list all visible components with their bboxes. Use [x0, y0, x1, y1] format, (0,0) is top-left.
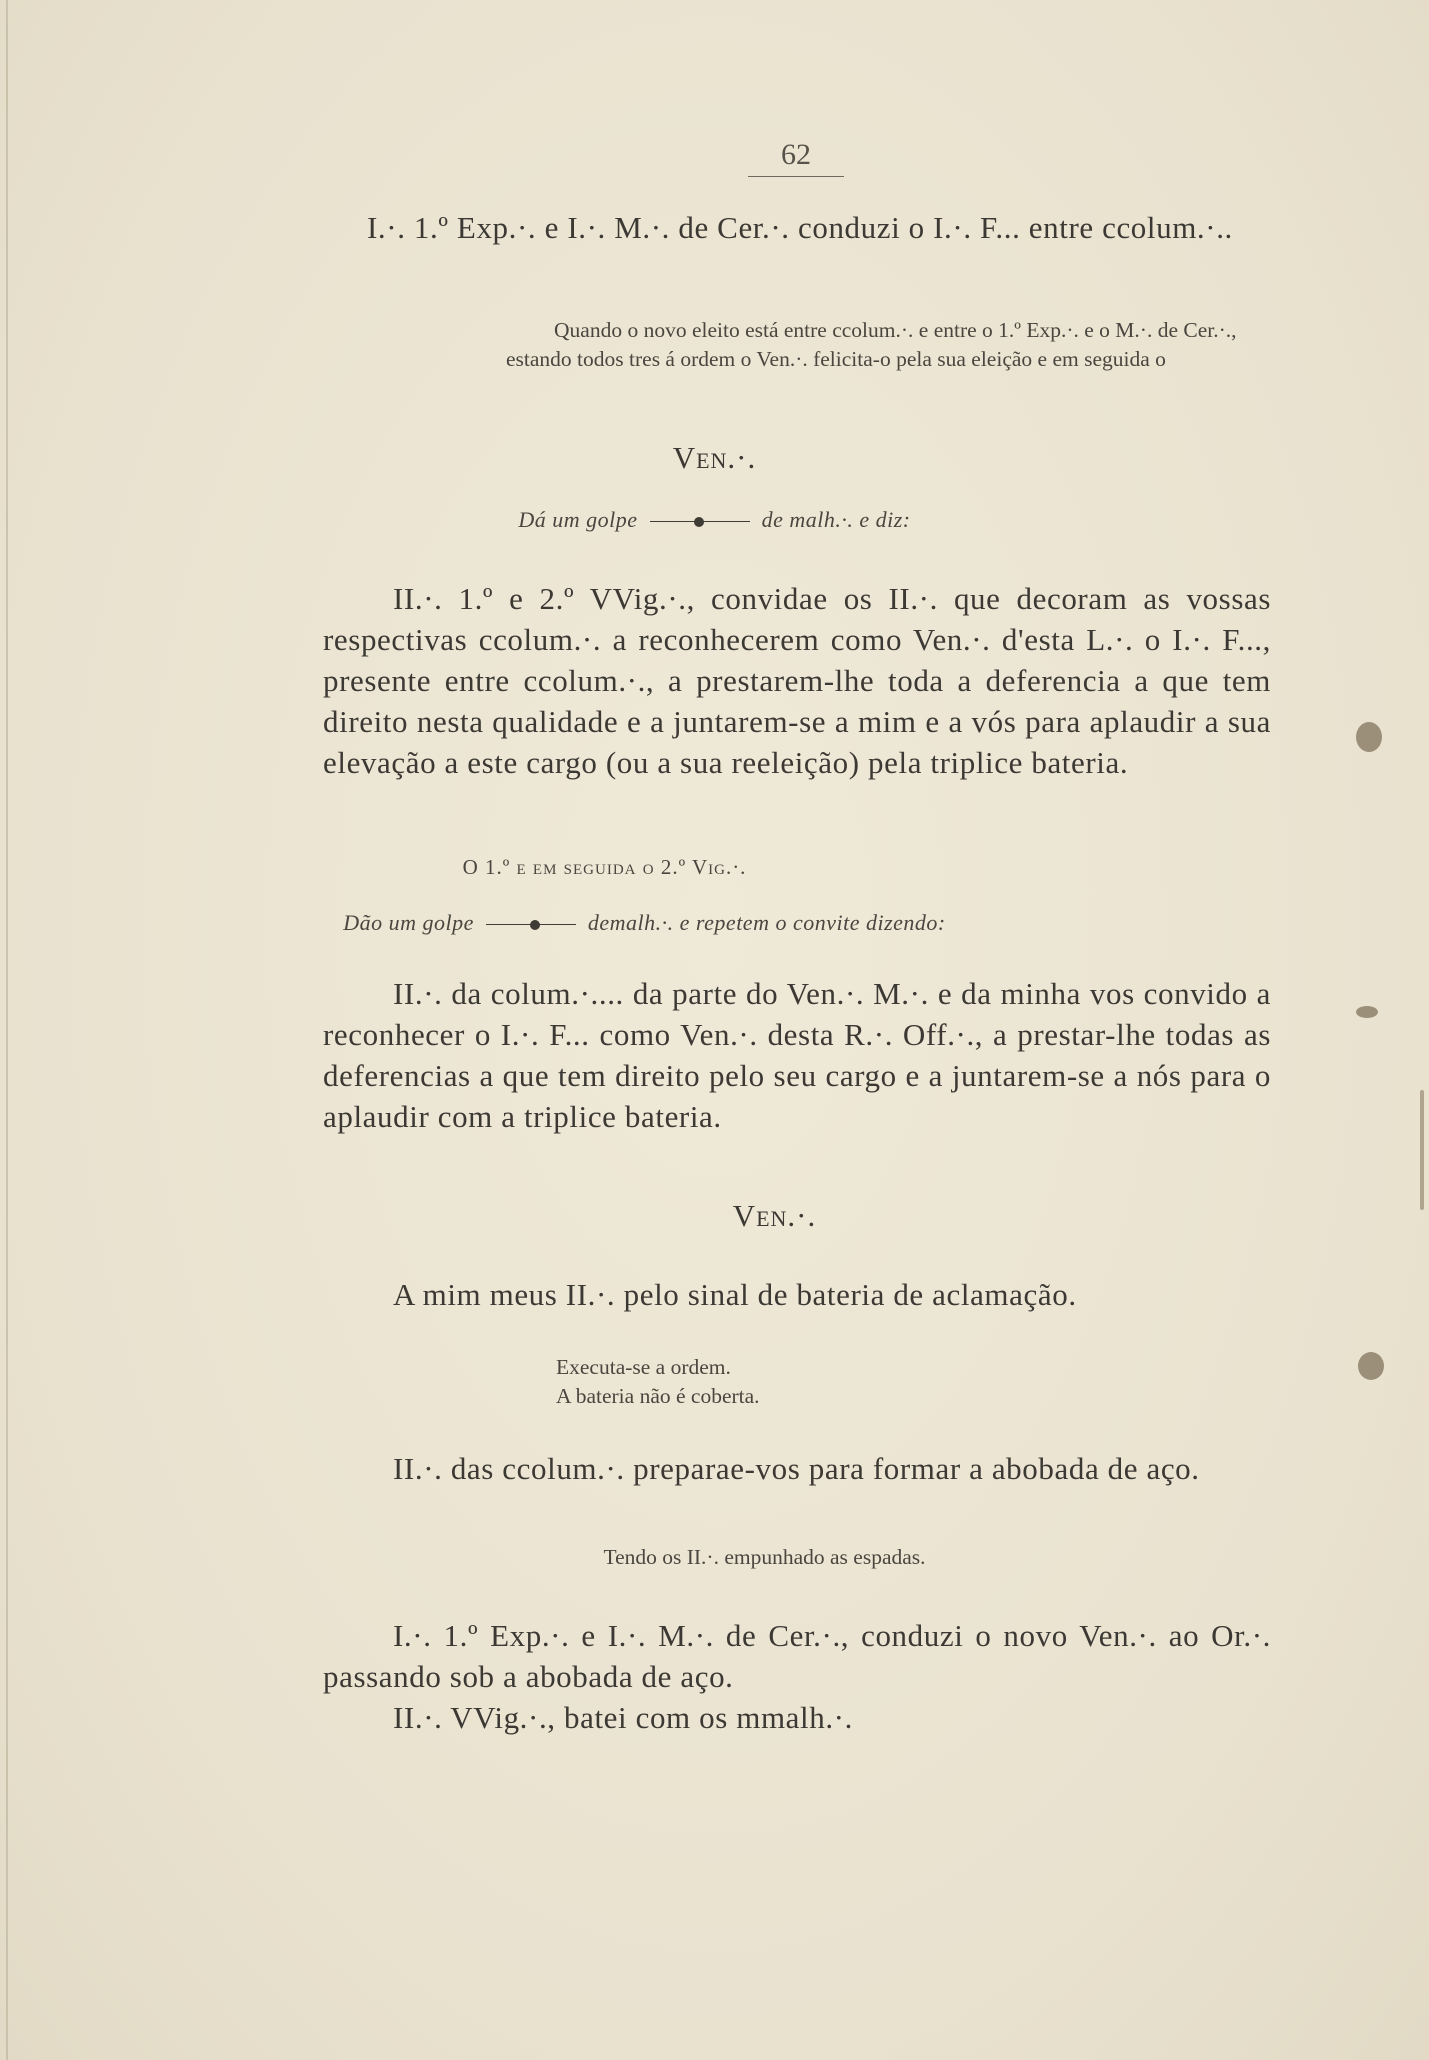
speaker-vigilantes: O 1.º e em seguida o 2.º Vig.·. — [462, 855, 747, 879]
ink-stain-mark — [1356, 1006, 1378, 1018]
gavel-icon — [650, 517, 750, 527]
gavel-icon — [486, 920, 576, 930]
stage-direction-2-end: demalh.·. e repetem o convite dizendo: — [587, 910, 946, 935]
page-number: 62 — [781, 138, 811, 171]
speaker-ven-2: Ven.·. — [732, 1198, 817, 1233]
stage-note-3: Tendo os II.·. empunhado as espadas. — [603, 1545, 926, 1569]
stage-direction-2 — [0, 910, 1359, 936]
stage-note-1: Quando o novo eleito está entre ccolum.·. e entre o 1.º Exp.·. e o M.·. de Cer.·., estando todos tres á ordem o Ven.·. felicita-o pela sua eleição e em seguida o — [506, 318, 1237, 371]
stage-note-2-line-1: Executa-se a ordem. — [556, 1355, 731, 1379]
stage-note-2-line-2: A bateria não é coberta. — [556, 1384, 760, 1408]
stage-direction-1 — [0, 507, 1429, 533]
page-number-rule — [748, 176, 844, 177]
stage-direction-1-end: de malh.·. e diz: — [761, 507, 911, 532]
speaker-ven-1: Ven.·. — [672, 440, 757, 475]
page-edge-mark — [1420, 1090, 1424, 1210]
stage-note-2 — [556, 1353, 1256, 1411]
ink-stain-mark — [1356, 722, 1382, 752]
paragraph-3: II.·. da colum.·.... da parte do Ven.·. M.·. e da minha vos convido a reconhecer o I.·. F... como Ven.·. desta R.·. Off.·., a prestar-lhe todas as deferencias a que tem direito pelo seu cargo e a juntarem-se a nós para o aplaudir com a triplice bateria. — [323, 976, 1271, 1134]
stage-direction-2-start: Dão um golpe — [343, 910, 474, 935]
stage-direction-1-start: Dá um golpe — [518, 507, 638, 532]
page-edge — [6, 0, 8, 2060]
paragraph-6: I.·. 1.º Exp.·. e I.·. M.·. de Cer.·., conduzi o novo Ven.·. ao Or.·. passando sob a abobada de aço. — [323, 1618, 1271, 1694]
paragraph-2: II.·. 1.º e 2.º VVig.·., convidae os II.·. que decoram as vossas respectivas ccolum.·. a reconhecerem como Ven.·. d'esta L.·. o I.·. F..., presente entre ccolum.·., a prestarem-lhe toda a deferencia a que tem direito nesta qualidade e a juntarem-se a mim e a vós para aplaudir a sua elevação a este cargo (ou a sua reeleição) pela triplice bateria. — [323, 581, 1271, 780]
paragraph-5: II.·. das ccolum.·. preparae-vos para formar a abobada de aço. — [393, 1451, 1200, 1486]
paragraph-7: II.·. VVig.·., batei com os mmalh.·. — [393, 1700, 853, 1735]
paragraph-4: A mim meus II.·. pelo sinal de bateria de aclamação. — [393, 1277, 1077, 1312]
paragraph-1: I.·. 1.º Exp.·. e I.·. M.·. de Cer.·. conduzi o I.·. F... entre ccolum.·.. — [367, 210, 1233, 245]
ink-stain-mark — [1358, 1352, 1384, 1380]
